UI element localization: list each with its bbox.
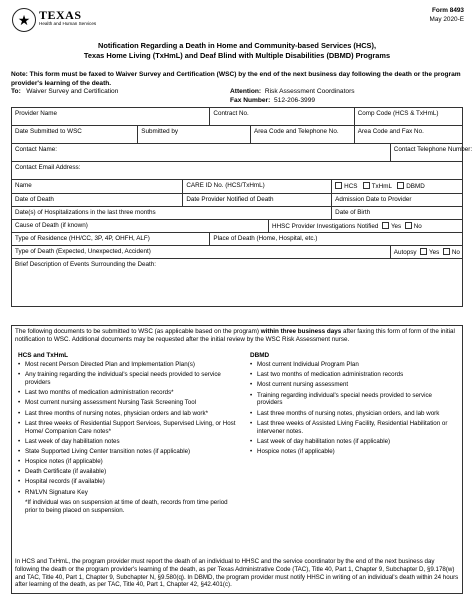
- dbmd-item: • Last two months of medication administration records: [250, 371, 455, 379]
- date-of-birth-field[interactable]: Date of Birth: [332, 207, 463, 220]
- autopsy-yes-checkbox[interactable]: [420, 248, 427, 255]
- autopsy-no-checkbox[interactable]: [443, 248, 450, 255]
- hcs-item: • Death Certificate (if available): [18, 468, 236, 476]
- date-of-death-field[interactable]: Date of Death: [12, 194, 183, 207]
- hcs-heading: HCS and TxHmL: [18, 352, 69, 359]
- contact-name-field[interactable]: Contact Name:: [12, 144, 391, 162]
- dbmd-item: • Last week of day habilitation notes (if applicable): [250, 438, 455, 446]
- title-line-2: Texas Home Living (TxHmL) and Deaf Blind with Multiple Disabilities (DBMD) Programs: [83, 51, 391, 60]
- contact-phone-field[interactable]: Contact Telephone Number:: [390, 144, 462, 162]
- attention-value: Risk Assessment Coordinators: [264, 88, 355, 95]
- contact-email-field[interactable]: Contact Email Address:: [12, 162, 463, 180]
- dbmd-document-list: [250, 361, 455, 456]
- to-value: Waiver Survey and Certification: [26, 88, 119, 95]
- care-id-field[interactable]: CARE ID No. (HCS/TxHmL): [183, 180, 332, 194]
- hcs-item: • Any training regarding the individual's special needs provided to service providers: [18, 371, 236, 387]
- dbmd-item: • Last three months of nursing notes, physician orders, and lab work: [250, 410, 455, 418]
- hcs-item: • Last three months of nursing notes, physician orders and lab work*: [18, 410, 236, 418]
- logo-subtext: Health and Human Services: [39, 21, 97, 26]
- hcs-checkbox[interactable]: [335, 182, 342, 189]
- area-code-phone-field[interactable]: Area Code and Telephone No.: [251, 126, 355, 144]
- dbmd-checkbox[interactable]: [397, 182, 404, 189]
- texas-star-icon: ★: [12, 8, 36, 32]
- date-submitted-field[interactable]: Date Submitted to WSC: [12, 126, 138, 144]
- hhsc-no-checkbox[interactable]: [405, 222, 412, 229]
- fax-note: Note: This form must be faxed to Waiver Survey and Certification (WSC) by the end of the next business day following the death or the program provider's learning of the death.: [11, 71, 461, 87]
- autopsy-field: Autopsy Yes No: [390, 246, 462, 259]
- type-of-death-field[interactable]: Type of Death (Expected, Unexpected, Accident): [12, 246, 391, 259]
- dbmd-item: • Training regarding individual's special needs provided to service providers: [250, 392, 455, 408]
- dbmd-item: • Most current Individual Program Plan: [250, 361, 455, 369]
- program-options: HCS TxHmL DBMD: [332, 180, 463, 194]
- area-code-fax-field[interactable]: Area Code and Fax No.: [354, 126, 462, 144]
- place-of-death-field[interactable]: Place of Death (Home, Hospital, etc.): [210, 233, 463, 246]
- reporting-requirement-text: In HCS and TxHmL, the program provider must report the death of an individual to HHSC and the service coordinator by the end of the next business day following the death or the program provider's learning of the death, as per Texas Administrative Code (TAC), Title 40, Part 1, Chapter 9, Subchapter D, §9.178(w) and TAC, Title 40, Part 1, Chapter 9, Subchapter N, §9.580(q). In DBMD, the program provider must notify HHSC in writing of an individual's death within 24 hours after learning of the death, as per TAC, Title 40, Part 1, Chapter 42, §42.401(c).: [15, 558, 459, 589]
- submitted-by-field[interactable]: Submitted by: [138, 126, 251, 144]
- form-date: May 2020-E: [429, 16, 464, 23]
- hcs-item: • State Supported Living Center transition notes (if applicable): [18, 448, 236, 456]
- attention-block: [230, 88, 355, 106]
- fax-label: Fax Number:: [230, 96, 271, 104]
- brief-description-field[interactable]: Brief Description of Events Surrounding the Death:: [12, 259, 463, 307]
- hcs-column: [18, 352, 236, 514]
- type-of-residence-field[interactable]: Type of Residence (HH/CC, 3P, 4P, OHFH, ALF): [12, 233, 210, 246]
- dbmd-item: • Last three weeks of Assisted Living Facility, Residential Habilitation or intervener notes.: [250, 420, 455, 436]
- attention-label: Attention:: [230, 88, 262, 95]
- hcs-footnote: *If individual was on suspension at time of death, records from time period prior to being placed on suspension.: [25, 498, 228, 514]
- contract-no-field[interactable]: Contract No.: [210, 108, 354, 126]
- form-fields-table: [11, 107, 473, 307]
- hhsc-investigations-field: HHSC Provider Investigations Notified Yes No: [269, 220, 463, 233]
- hhs-logo: [12, 8, 102, 36]
- comp-code-field[interactable]: Comp Code (HCS & TxHmL): [354, 108, 462, 126]
- logo-text: TEXAS: [39, 8, 82, 22]
- dbmd-column: [250, 352, 455, 458]
- dbmd-item: • Hospice notes (if applicable): [250, 448, 455, 456]
- hcs-item: • Hospital records (if available): [18, 478, 236, 486]
- form-title: [0, 41, 474, 61]
- hcs-item: • Hospice notes (if applicable): [18, 458, 236, 466]
- hcs-item: • Last two months of medication administration records*: [18, 389, 236, 397]
- date-provider-notified-field[interactable]: Date Provider Notified of Death: [183, 194, 332, 207]
- admission-date-field[interactable]: Admission Date to Provider: [332, 194, 463, 207]
- hcs-item: • Last three weeks of Residential Support Services, Supervised Living, or Host Home/ Companion Care notes*: [18, 420, 236, 436]
- dbmd-item: • Most current nursing assessment: [250, 381, 455, 389]
- documents-intro: The following documents to be submitted to WSC (as applicable based on the program) within three business days after faxing this form of form of the initial notification to WSC. Additional documents may be requested after the initial review by the WSC Risk Assessment nurse.: [15, 328, 455, 344]
- name-field[interactable]: Name: [12, 180, 183, 194]
- hcs-item: • RN/LVN Signature Key: [18, 489, 236, 497]
- dbmd-heading: DBMD: [250, 352, 270, 359]
- hcs-item: • Last week of day habilitation notes: [18, 438, 236, 446]
- cause-of-death-field[interactable]: Cause of Death (if known): [12, 220, 269, 233]
- fax-value: 512-206-3999: [273, 96, 316, 104]
- title-line-1: Notification Regarding a Death in Home and Community-based Services (HCS),: [97, 41, 376, 50]
- form-number: Form 8493: [432, 7, 464, 14]
- txhml-checkbox[interactable]: [363, 182, 370, 189]
- to-line: [11, 88, 118, 95]
- hcs-document-list: [18, 361, 236, 496]
- hhsc-yes-checkbox[interactable]: [382, 222, 389, 229]
- hcs-item: • Most current nursing assessment Nursing Task Screening Tool: [18, 399, 236, 407]
- to-label: To:: [11, 88, 21, 95]
- hospitalizations-field[interactable]: Date(s) of Hospitalizations in the last three months: [12, 207, 332, 220]
- provider-name-field[interactable]: Provider Name: [12, 108, 210, 126]
- hcs-item: • Most recent Person Directed Plan and Implementation Plan(s): [18, 361, 236, 369]
